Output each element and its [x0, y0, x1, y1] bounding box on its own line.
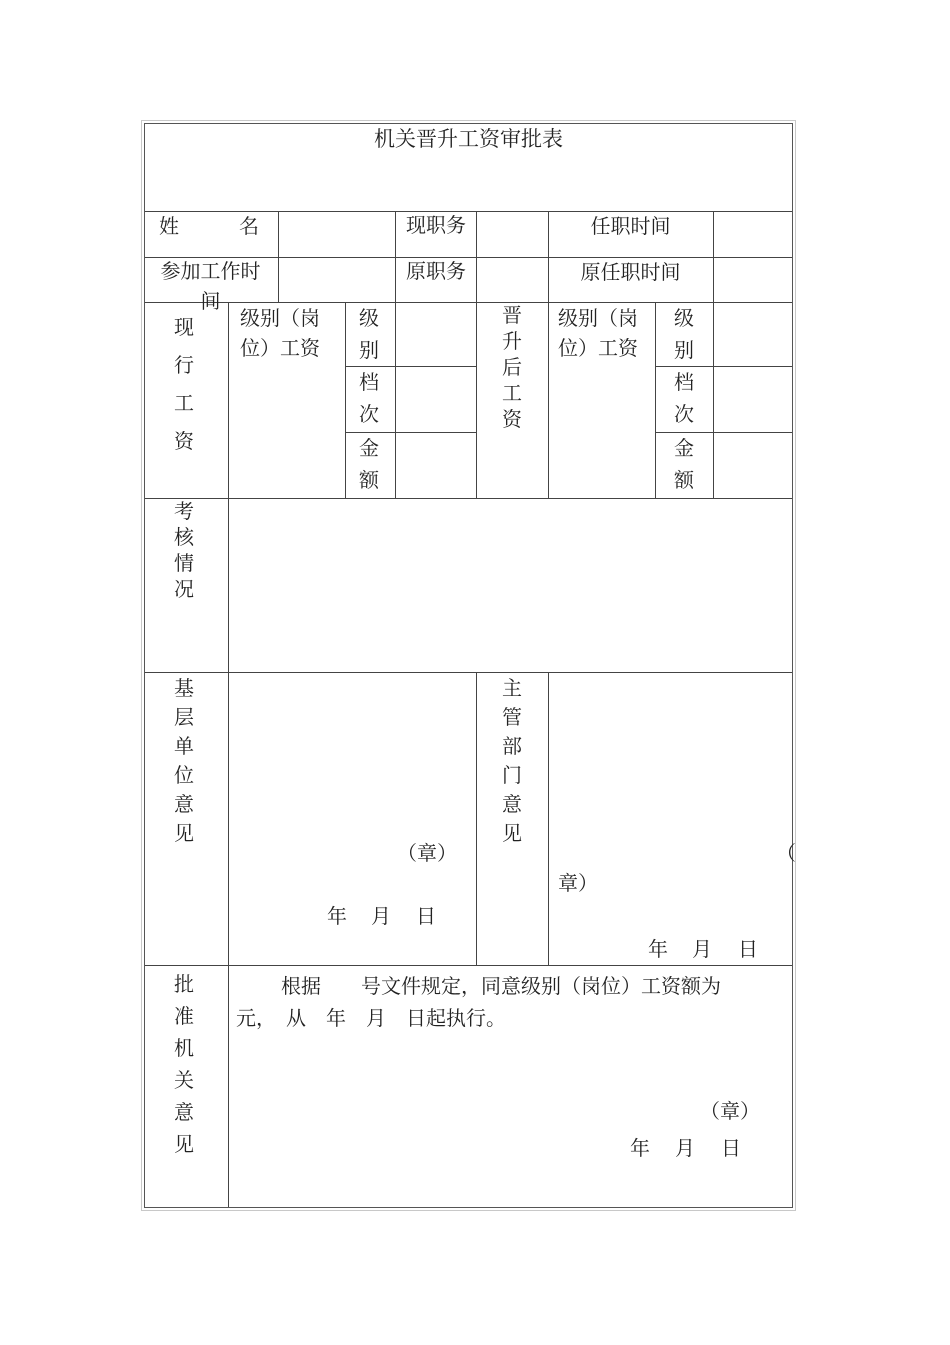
appoint-time-label: 任职时间 [590, 214, 671, 238]
column-divider [395, 302, 396, 498]
grade-salary-label-2: 位）工资 [558, 336, 638, 360]
dept-seal-open: （ [776, 841, 796, 865]
base-unit-opinion-label: 基层单位意见 [174, 676, 194, 845]
name-label: 姓 名 [159, 214, 259, 238]
approval-opinion-label: 批准机关意见 [174, 972, 194, 1156]
column-divider [395, 211, 396, 302]
dept-seal-close: 章） [558, 871, 598, 895]
approval-text-line2: 元， 从 年 月 日起执行。 [236, 1006, 506, 1030]
approval-date-year: 年 [630, 1136, 650, 1160]
form-title: 机关晋升工资审批表 [374, 127, 563, 151]
base-unit-date-year: 年 [327, 904, 347, 928]
column-divider [345, 302, 346, 498]
former-appoint-time-label: 原任职时间 [580, 260, 681, 284]
grade-label: 级别 [674, 306, 694, 362]
row-divider [145, 672, 792, 673]
approval-seal: （章） [700, 1099, 760, 1123]
dept-opinion-label: 主管部门意见 [502, 676, 522, 845]
assessment-label: 考核情况 [174, 499, 194, 601]
former-post-label: 原职务 [406, 259, 466, 283]
base-unit-date-month: 月 [371, 904, 391, 928]
grade-label: 级别 [359, 306, 379, 362]
base-unit-date-day: 日 [416, 904, 436, 928]
column-divider [228, 302, 229, 1207]
approval-date-day: 日 [721, 1136, 741, 1160]
dept-date-year: 年 [648, 937, 668, 961]
column-divider [713, 211, 714, 302]
column-divider [713, 302, 714, 498]
dept-date-month: 月 [692, 937, 712, 961]
current-post-label: 现职务 [406, 213, 466, 237]
current-salary-label: 现行工资 [174, 315, 194, 453]
step-label: 档次 [359, 370, 379, 426]
work-start-label: 参加工作时间 [160, 259, 261, 313]
approval-date-month: 月 [675, 1136, 695, 1160]
dept-date-day: 日 [738, 937, 758, 961]
promoted-salary-label: 晋升后工资 [502, 303, 522, 431]
grade-salary-label-1: 级别（岗 [240, 306, 320, 330]
column-divider [476, 672, 477, 965]
column-divider [655, 302, 656, 498]
grade-salary-label-2: 位）工资 [240, 336, 320, 360]
amount-label: 金额 [674, 436, 694, 492]
column-divider [548, 211, 549, 498]
step-label: 档次 [674, 370, 694, 426]
row-divider [145, 965, 792, 966]
base-unit-seal: （章） [397, 841, 457, 865]
amount-label: 金额 [359, 436, 379, 492]
column-divider [278, 211, 279, 302]
approval-text-line1: 根据 号文件规定，同意级别（岗位）工资额为 [281, 974, 721, 998]
row-divider [145, 498, 792, 499]
column-divider [548, 672, 549, 965]
grade-salary-label-1: 级别（岗 [558, 306, 638, 330]
column-divider [476, 211, 477, 498]
